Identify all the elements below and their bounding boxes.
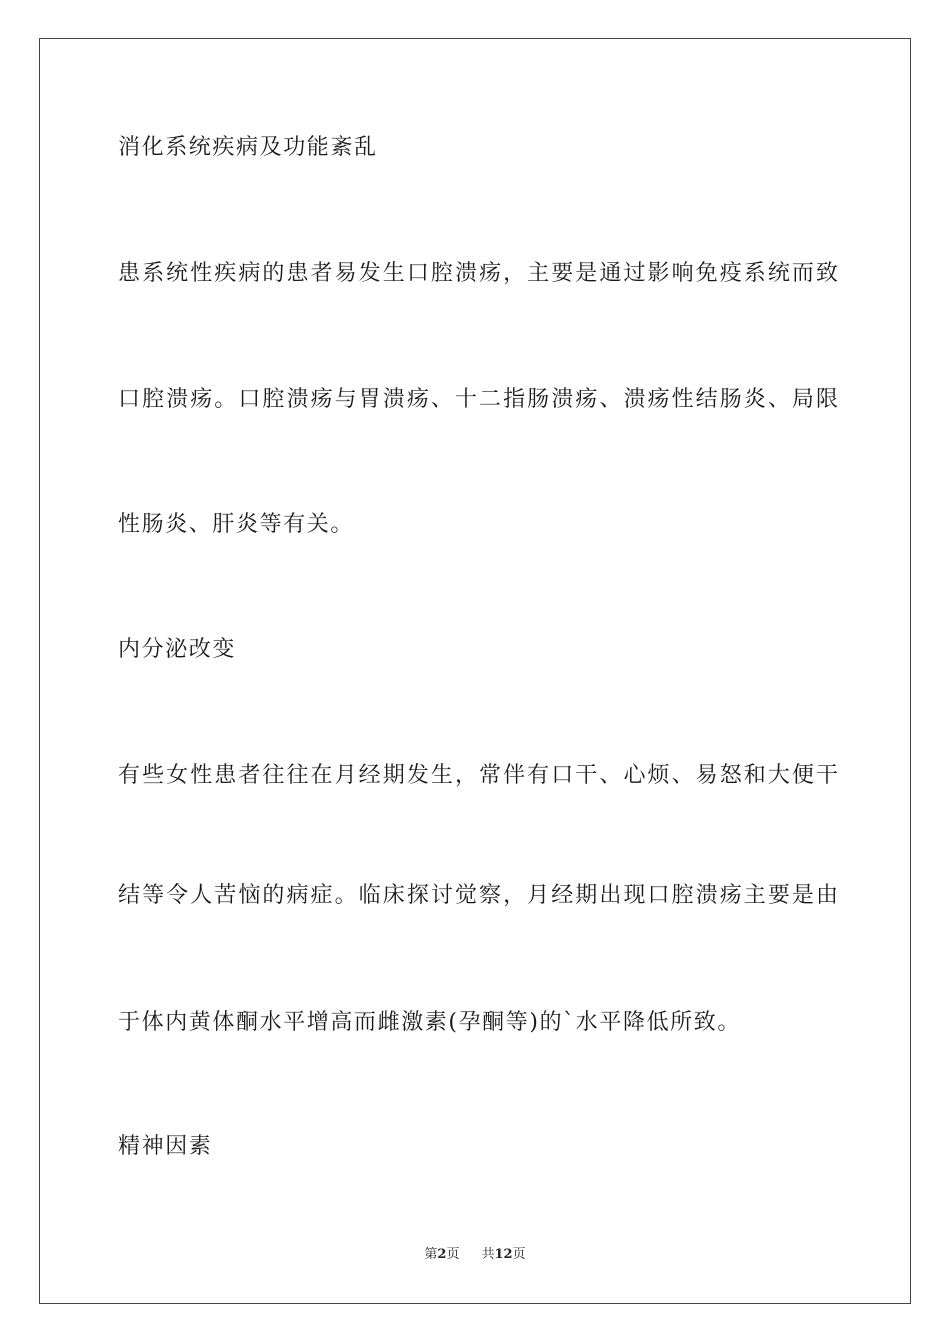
paragraph-line: 有些女性患者往往在月经期发生，常伴有口干、心烦、易怒和大便干 <box>118 763 838 788</box>
paragraph-line: 性肠炎、肝炎等有关。 <box>118 512 355 537</box>
total-prefix: 共 <box>481 1247 495 1262</box>
section-heading-mental: 精神因素 <box>118 1134 213 1159</box>
page-prefix: 第 <box>424 1247 438 1262</box>
total-suffix: 页 <box>512 1247 526 1262</box>
page-suffix: 页 <box>446 1247 460 1262</box>
paragraph-line: 结等令人苦恼的病症。临床探讨觉察，月经期出现口腔溃疡主要是由 <box>118 883 838 908</box>
page-number: 2 <box>437 1247 447 1262</box>
paragraph-line: 患系统性疾病的患者易发生口腔溃疡，主要是通过影响免疫系统而致 <box>118 261 838 286</box>
paragraph-line: 口腔溃疡。口腔溃疡与胃溃疡、十二指肠溃疡、溃疡性结肠炎、局限 <box>118 387 838 412</box>
page-footer <box>0 1246 950 1264</box>
page-border <box>39 38 911 1304</box>
paragraph-line: 于体内黄体酮水平增高而雌激素(孕酮等)的`水平降低所致。 <box>118 1010 741 1035</box>
section-heading-endocrine: 内分泌改变 <box>118 637 237 662</box>
section-heading-digestive: 消化系统疾病及功能紊乱 <box>118 135 378 160</box>
total-pages: 12 <box>494 1247 513 1262</box>
